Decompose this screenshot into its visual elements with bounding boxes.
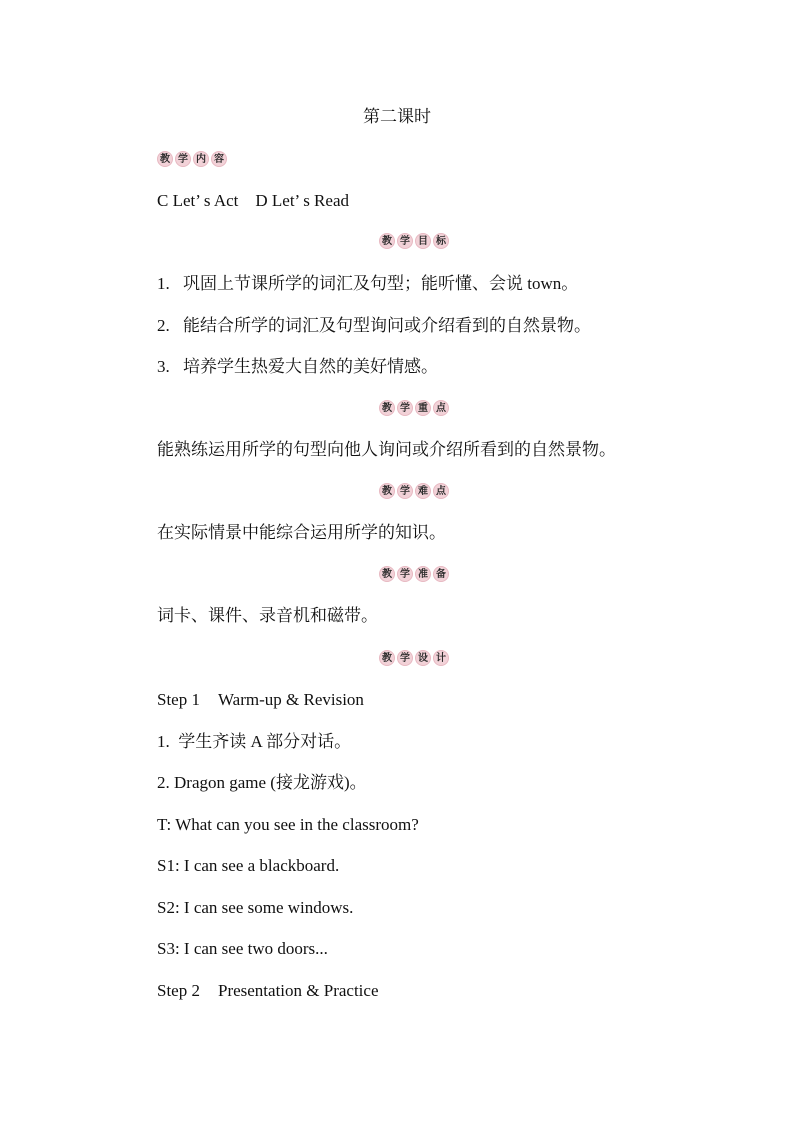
badge-char: 教 (379, 650, 395, 666)
badge-char: 重 (415, 400, 431, 416)
badge-char: 学 (397, 483, 413, 499)
badge-char: 准 (415, 566, 431, 582)
design-line: S3: I can see two doors... (157, 939, 328, 958)
badge-char: 教 (379, 233, 395, 249)
step-title: Warm-up & Revision (217, 690, 364, 709)
badge-char: 目 (415, 233, 431, 249)
badge-char: 设 (415, 650, 431, 666)
section-badge-goals (379, 233, 449, 250)
section-badge-content (157, 151, 227, 168)
badge-char: 教 (157, 151, 173, 167)
badge-char: 容 (211, 151, 227, 167)
goal-text: 培养学生热爱大自然的美好情感。 (183, 357, 438, 376)
focus-text: 能熟练运用所学的句型向他人询问或介绍所看到的自然景物。 (157, 440, 616, 459)
step-label: Step 1 (157, 690, 200, 709)
badge-char: 学 (397, 650, 413, 666)
goal-text: 能结合所学的词汇及句型询问或介绍看到的自然景物。 (183, 316, 591, 335)
badge-char: 内 (193, 151, 209, 167)
section-badge-focus (379, 400, 449, 417)
badge-char: 学 (175, 151, 191, 167)
step-title: Presentation & Practice (217, 981, 379, 1000)
step-2-heading (157, 980, 379, 1002)
page-title: 第二课时 (363, 107, 431, 126)
badge-char: 计 (433, 650, 449, 666)
goal-item-1 (157, 273, 578, 295)
badge-char: 标 (433, 233, 449, 249)
goal-item-2 (157, 315, 591, 337)
badge-char: 点 (433, 400, 449, 416)
content-text: C Let’ s Act D Let’ s Read (157, 191, 349, 210)
design-line: S2: I can see some windows. (157, 898, 354, 917)
goal-item-3 (157, 356, 438, 378)
badge-char: 难 (415, 483, 431, 499)
badge-char: 学 (397, 400, 413, 416)
goal-text: 巩固上节课所学的词汇及句型；能听懂、会说 town。 (183, 274, 579, 293)
design-line: 1. 学生齐读 A 部分对话。 (157, 732, 352, 751)
goal-number: 1. (157, 274, 170, 293)
badge-char: 教 (379, 566, 395, 582)
badge-char: 教 (379, 483, 395, 499)
badge-char: 学 (397, 566, 413, 582)
difficulty-text: 在实际情景中能综合运用所学的知识。 (157, 523, 446, 542)
prep-text: 词卡、课件、录音机和磁带。 (157, 606, 378, 625)
badge-char: 教 (379, 400, 395, 416)
design-line: S1: I can see a blackboard. (157, 856, 340, 875)
section-badge-difficulty (379, 483, 449, 500)
design-line: T: What can you see in the classroom? (157, 815, 419, 834)
design-line: 2. Dragon game (接龙游戏)。 (157, 773, 367, 792)
section-badge-prep (379, 566, 449, 583)
goal-number: 2. (157, 316, 170, 335)
step-label: Step 2 (157, 981, 200, 1000)
badge-char: 点 (433, 483, 449, 499)
goal-number: 3. (157, 357, 170, 376)
badge-char: 学 (397, 233, 413, 249)
section-badge-design (379, 650, 449, 667)
badge-char: 备 (433, 566, 449, 582)
step-1-heading (157, 689, 364, 711)
